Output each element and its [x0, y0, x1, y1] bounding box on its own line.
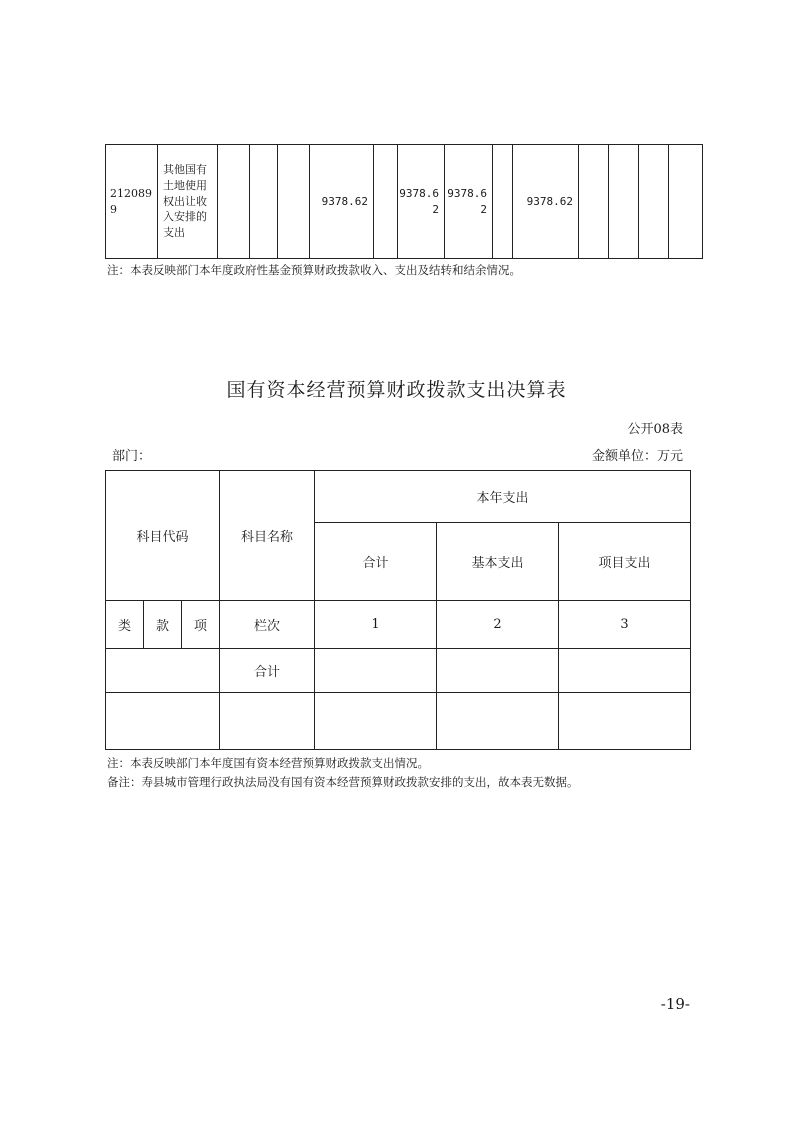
- xiang-header: 项: [182, 601, 220, 649]
- column-number: 1: [315, 601, 437, 649]
- subject-name-cell: 其他国有土地使用权出让收入安排的支出: [158, 145, 218, 259]
- empty-cell: [559, 649, 691, 693]
- project-expense-header: 项目支出: [559, 523, 691, 601]
- subject-code-header: 科目代码: [106, 471, 220, 601]
- kuan-header: 款: [144, 601, 182, 649]
- unit-label: 金额单位：万元: [591, 449, 683, 464]
- subject-name-header: 科目名称: [220, 471, 315, 601]
- value-cell: 9378.62: [398, 145, 445, 259]
- table-row: [106, 693, 691, 750]
- value-cell: [669, 145, 703, 259]
- empty-cell: [220, 693, 315, 750]
- top-table-note: 注：本表反映部门本年度政府性基金预算财政拨款收入、支出及结转和结余情况。: [107, 263, 521, 277]
- empty-cell: [315, 649, 437, 693]
- total-header: 合计: [315, 523, 437, 601]
- page-title: 国有资本经营预算财政拨款支出决算表: [226, 379, 567, 401]
- value-cell: [218, 145, 250, 259]
- empty-cell: [106, 649, 220, 693]
- header-row: [106, 471, 691, 523]
- total-row: [106, 649, 691, 693]
- value-cell: 9378.62: [310, 145, 374, 259]
- year-expense-header: 本年支出: [315, 471, 691, 523]
- basic-expense-header: 基本支出: [437, 523, 559, 601]
- lanci-header: 栏次: [220, 601, 315, 649]
- column-index-row: [106, 601, 691, 649]
- value-cell: [493, 145, 513, 259]
- empty-cell: [559, 693, 691, 750]
- state-capital-expense-table: [105, 470, 691, 750]
- lei-header: 类: [106, 601, 144, 649]
- value-cell: [278, 145, 310, 259]
- value-cell: [639, 145, 669, 259]
- table-row: [106, 145, 703, 259]
- value-cell: [250, 145, 278, 259]
- value-cell: [579, 145, 609, 259]
- department-label: 部门：: [112, 449, 152, 464]
- empty-cell: [437, 649, 559, 693]
- column-number: 2: [437, 601, 559, 649]
- form-number: 公开08表: [627, 422, 683, 437]
- total-row-label: 合计: [220, 649, 315, 693]
- value-cell: [374, 145, 398, 259]
- value-cell: 9378.62: [513, 145, 579, 259]
- empty-cell: [315, 693, 437, 750]
- table-note: 注：本表反映部门本年度国有资本经营预算财政拨款支出情况。: [107, 756, 429, 770]
- table-remark: 备注：寿县城市管理行政执法局没有国有资本经营预算财政拨款安排的支出，故本表无数据。: [107, 775, 579, 789]
- column-number: 3: [559, 601, 691, 649]
- empty-cell: [437, 693, 559, 750]
- gov-fund-table-continuation: [105, 144, 703, 259]
- value-cell: [609, 145, 639, 259]
- subject-code-cell: 2120899: [106, 145, 158, 259]
- page-number: -19-: [660, 995, 690, 1013]
- value-cell: 9378.62: [445, 145, 493, 259]
- empty-cell: [106, 693, 220, 750]
